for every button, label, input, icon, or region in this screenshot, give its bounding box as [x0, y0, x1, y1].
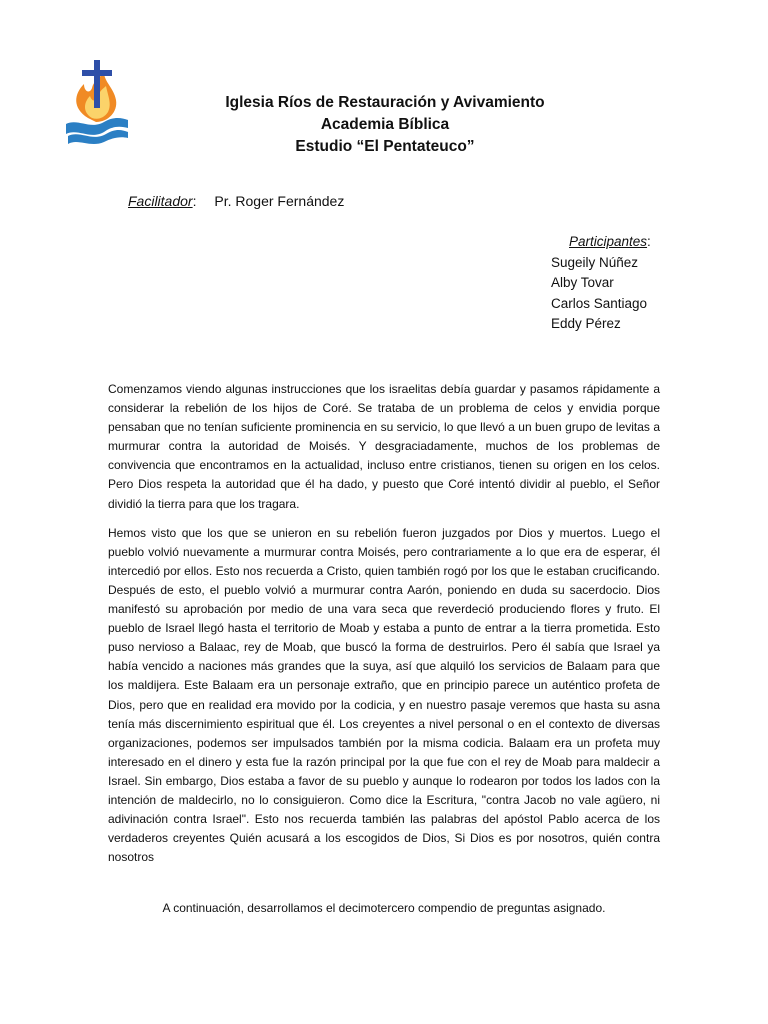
facilitator-name: Pr. Roger Fernández: [214, 193, 345, 209]
body-paragraph: Comenzamos viendo algunas instrucciones que los israelitas debía guardar y pasamos rápidamente a considerar la rebelión de los hijos de Coré. Se trataba de un problema de celos y envidia porque pensaban que no tenían suficiente prominencia en su servicio, lo que llevó a un buen grupo de levitas a murmurar contra la autoridad de Moisés. Y desgraciadamente, muchos de los problemas de convivencia que encontramos en la actualidad, incluso entre cristianos, tienen su origen en los celos. Pero Dios respeta la autoridad que él ha dado, y puesto que Coré intentó dividir al pueblo, el Señor dividió la tierra para que los tragara.: [108, 382, 660, 511]
participant-name: Alby Tovar: [551, 275, 614, 290]
study-summary: [108, 380, 660, 877]
academy-name: Academia Bíblica: [320, 116, 450, 133]
study-title: Estudio “El Pentateuco”: [295, 138, 475, 155]
church-cross-flame-logo: [64, 58, 130, 150]
participants-label: Participantes: [569, 234, 648, 249]
closing-line: A continuación, desarrollamos el decimotercero compendio de preguntas asignado.: [162, 901, 606, 915]
facilitator-line: [128, 193, 344, 209]
church-name: Iglesia Ríos de Restauración y Avivamiento: [225, 94, 545, 111]
participants-colon: :: [647, 234, 651, 249]
participant-name: Sugeily Núñez: [551, 254, 639, 270]
document-header: [190, 92, 580, 158]
body-paragraph: Hemos visto que los que se unieron en su rebelión fueron juzgados por Dios y muertos. Luego el pueblo volvió nuevamente a murmurar contra Moisés, pero contrariamente a lo que era de esperar, él intercedió por ellos. Esto nos recuerda a Cristo, quien también rogó por los que le estaban crucificando. Después de esto, el pueblo volvió a murmurar contra Aarón, poniendo en duda su sacerdocio. Dios manifestó su aprobación por medio de una vara seca que reverdeció produciendo flores y fruto. El pueblo de Israel llegó hasta el territorio de Moab y estaba a punto de entrar a la tierra prometida. Esto puso nervioso a Balaac, rey de Moab, que buscó la forma de destruirlos. Pero él sabía que Israel ya había vencido a naciones más grandes que la suya, así que alquiló los servicios de Balaam para que los maldijera. Este Balaam era un personaje extraño, que en principio parece un auténtico profeta de Dios, pero que en realidad era movido por la codicia, y en nuestro pasaje veremos que hasta su asna tenía más discernimiento espiritual que él. Los creyentes a nivel personal o en el contexto de diversas organizaciones, podemos ser impulsados también por la misma codicia. Balaam era un profeta muy interesado en el dinero y esta fue la razón principal por la que fue con el rey de Moab para maldecir a Israel. Sin embargo, Dios estaba a favor de su pueblo y aunque lo rodearon por todos los lados con la intención de maldecirlo, no lo consiguieron. Como dice la Escritura, "contra Jacob no vale agüero, ni adivinación contra Israel". Esto nos recuerda también las palabras del apóstol Pablo acerca de los verdaderos creyentes Quién acusará a los escogidos de Dios, Si Dios es por nosotros, quién contra nosotros: [108, 525, 660, 865]
facilitator-colon: :: [192, 193, 197, 209]
participant-name: Carlos Santiago: [551, 295, 648, 311]
participant-name: Eddy Pérez: [551, 316, 621, 331]
facilitator-label: Facilitador: [128, 193, 193, 209]
participants-block: [551, 232, 651, 335]
